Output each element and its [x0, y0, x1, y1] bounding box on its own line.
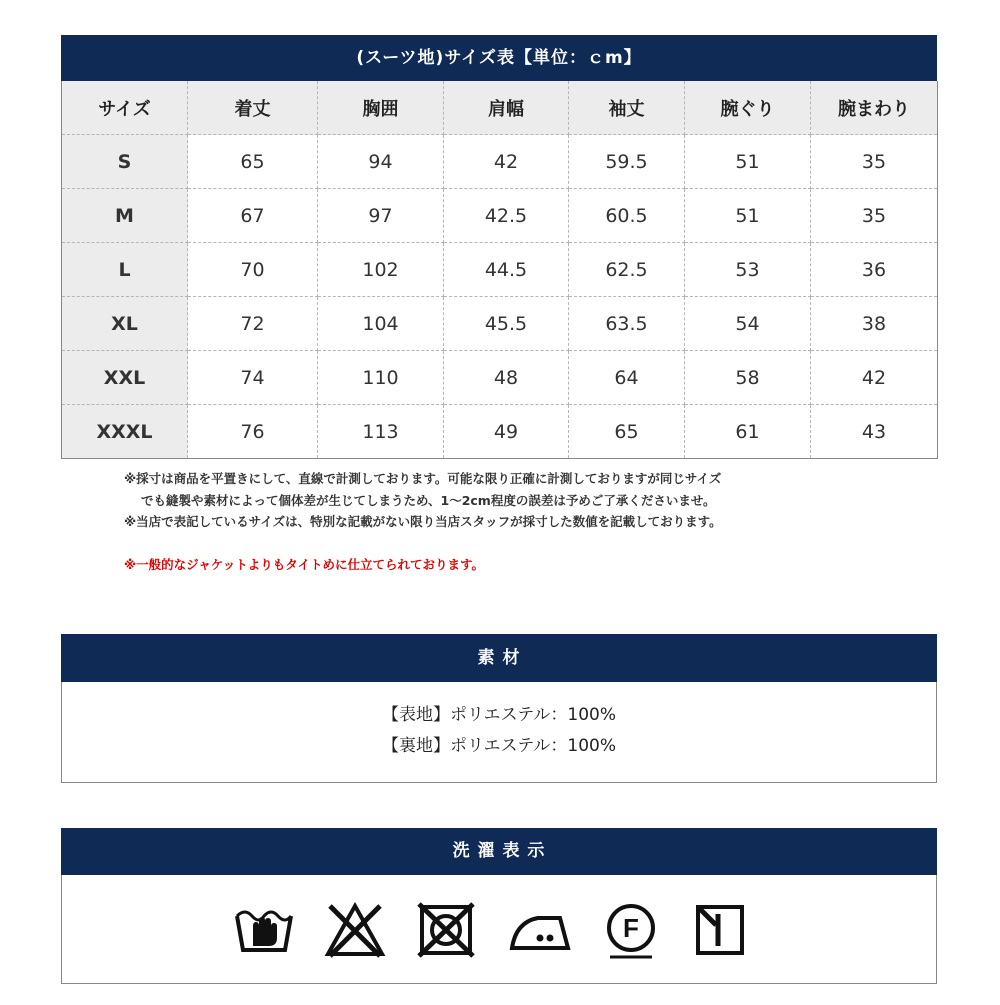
- table-row: [62, 135, 938, 189]
- table-cell: 102: [318, 243, 444, 297]
- care-label-section: [61, 828, 937, 984]
- material-title: 素 材: [61, 634, 937, 682]
- table-row: [62, 189, 938, 243]
- dry-clean-f-icon: [602, 902, 660, 960]
- table-cell: 42.5: [444, 189, 569, 243]
- table-cell: 64: [569, 351, 685, 405]
- table-cell: 113: [318, 405, 444, 459]
- table-cell: 76: [188, 405, 318, 459]
- no-bleach-icon: [324, 902, 386, 958]
- table-cell: 38: [811, 297, 938, 351]
- material-section: [61, 634, 937, 783]
- table-cell: 44.5: [444, 243, 569, 297]
- table-cell: 58: [685, 351, 811, 405]
- table-cell: 35: [811, 189, 938, 243]
- table-row: [62, 405, 938, 459]
- header-arm-circumference: 腕まわり: [811, 81, 938, 135]
- header-chest: 胸囲: [318, 81, 444, 135]
- material-lining: 【裏地】ポリエステル：100%: [381, 736, 617, 756]
- table-cell: 63.5: [569, 297, 685, 351]
- note-line: でも縫製や素材によって個体差が生じてしまうため、1～2cm程度の誤差は予めご了承くださいませ。: [141, 492, 716, 508]
- table-cell: 94: [318, 135, 444, 189]
- size-label: M: [62, 189, 188, 243]
- table-cell: 49: [444, 405, 569, 459]
- table-cell: 65: [569, 405, 685, 459]
- size-table: [61, 81, 938, 459]
- table-row: [62, 243, 938, 297]
- table-cell: 36: [811, 243, 938, 297]
- table-cell: 97: [318, 189, 444, 243]
- table-cell: 104: [318, 297, 444, 351]
- table-cell: 51: [685, 189, 811, 243]
- table-cell: 35: [811, 135, 938, 189]
- size-label: XXL: [62, 351, 188, 405]
- note-highlight: ※一般的なジャケットよりもタイトめに仕立てられております。: [124, 556, 485, 572]
- hand-wash-icon: [233, 902, 295, 958]
- header-size: サイズ: [62, 81, 188, 135]
- table-cell: 53: [685, 243, 811, 297]
- table-cell: 61: [685, 405, 811, 459]
- size-label: XXXL: [62, 405, 188, 459]
- header-sleeve: 袖丈: [569, 81, 685, 135]
- measurement-notes: [124, 468, 722, 575]
- note-line: ※採寸は商品を平置きにして、直線で計測しております。可能な限り正確に計測しておりますが同じサイズ: [124, 471, 722, 486]
- table-cell: 42: [444, 135, 569, 189]
- table-cell: 70: [188, 243, 318, 297]
- low-iron-icon: [508, 902, 572, 958]
- table-cell: 62.5: [569, 243, 685, 297]
- material-outer: 【表地】ポリエステル：100%: [381, 705, 617, 725]
- size-table-header-row: [62, 81, 938, 135]
- note-line: ※当店で表記しているサイズは、特別な記載がない限り当店スタッフが採寸した数値を記載しております。: [124, 514, 722, 529]
- table-cell: 43: [861, 420, 887, 443]
- table-cell: 65: [188, 135, 318, 189]
- care-title: 洗 濯 表 示: [61, 828, 937, 875]
- size-table-section: [61, 35, 937, 459]
- table-cell: 72: [188, 297, 318, 351]
- table-cell: 54: [685, 297, 811, 351]
- size-table-title: (スーツ地)サイズ表【単位：ｃm】: [61, 35, 937, 81]
- svg-text:F: F: [623, 913, 639, 943]
- header-armhole: 腕ぐり: [685, 81, 811, 135]
- table-row: [62, 297, 938, 351]
- size-label: XL: [62, 297, 188, 351]
- table-cell: 59.5: [569, 135, 685, 189]
- table-row: [62, 351, 938, 405]
- table-cell: 51: [685, 135, 811, 189]
- no-tumble-dry-icon: [417, 902, 475, 958]
- table-cell: 42: [811, 351, 938, 405]
- table-cell: 45.5: [444, 297, 569, 351]
- table-cell: 74: [188, 351, 318, 405]
- size-label: L: [62, 243, 188, 297]
- size-label: S: [62, 135, 188, 189]
- line-dry-shade-icon: [694, 902, 746, 958]
- table-cell: 60.5: [569, 189, 685, 243]
- care-icons-row: [62, 875, 936, 982]
- table-cell: 48: [444, 351, 569, 405]
- table-cell: 67: [188, 189, 318, 243]
- table-cell: 110: [318, 351, 444, 405]
- header-shoulder: 肩幅: [444, 81, 569, 135]
- header-length: 着丈: [188, 81, 318, 135]
